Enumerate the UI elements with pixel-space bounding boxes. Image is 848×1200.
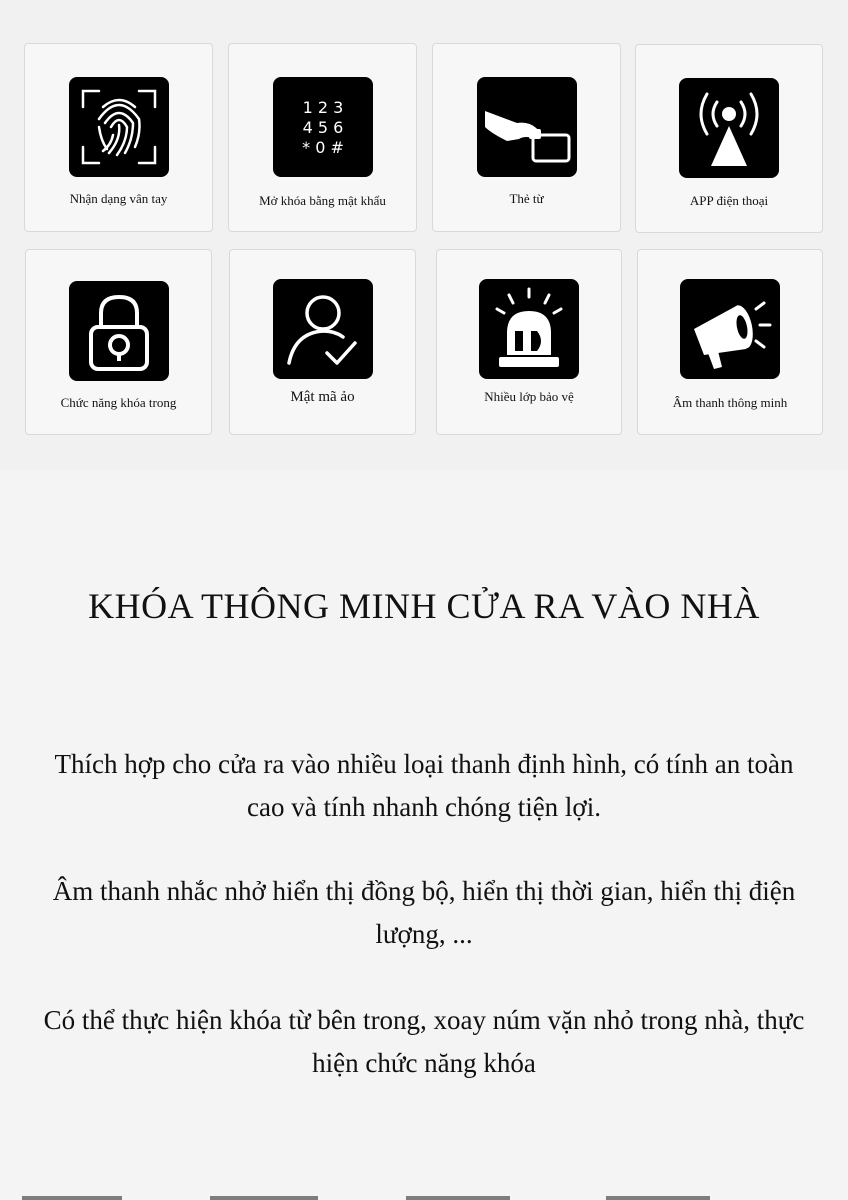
feature-card-virtual-password	[229, 249, 416, 435]
feature-card-phone-app	[635, 44, 823, 233]
next-section-edge	[0, 1194, 848, 1200]
feature-card-magnetic-card	[432, 43, 621, 232]
feature-label: Nhận dạng vân tay	[69, 191, 168, 206]
description-paragraph: Âm thanh nhắc nhở hiển thị đồng bộ, hiển thị thời gian, hiển thị điện lượng, ...	[52, 876, 796, 949]
features-grid	[0, 0, 848, 470]
alarm-light-icon	[479, 279, 579, 379]
feature-label: APP điện thoại	[689, 193, 769, 208]
feature-label: Nhiều lớp bảo vệ	[484, 389, 574, 404]
feature-card-smart-sound	[637, 249, 823, 435]
feature-card-fingerprint	[24, 43, 213, 232]
user-check-icon	[273, 279, 373, 379]
feature-label: Thẻ từ	[509, 191, 544, 206]
card-icon	[477, 77, 577, 177]
page-title: KHÓA THÔNG MINH CỬA RA VÀO NHÀ	[88, 586, 760, 626]
keypad-row-1: 1 2 3	[302, 98, 343, 117]
feature-card-multi-layer-protection	[436, 249, 622, 435]
keypad-row-3: * 0 #	[301, 138, 344, 157]
feature-label: Chức năng khóa trong	[60, 395, 177, 410]
padlock-icon	[69, 281, 169, 381]
signal-tower-icon	[679, 78, 779, 178]
keypad-row-2: 4 5 6	[302, 118, 343, 137]
description-paragraph: Có thể thực hiện khóa từ bên trong, xoay núm vặn nhỏ trong nhà, thực hiện chức năng khóa	[43, 1005, 805, 1078]
feature-label: Mật mã ảo	[290, 389, 355, 405]
feature-label: Âm thanh thông minh	[672, 395, 788, 410]
feature-label: Mở khóa bằng mật khẩu	[259, 193, 386, 208]
feature-card-keypad	[228, 43, 417, 232]
feature-card-inner-lock	[25, 249, 212, 435]
keypad-icon	[273, 77, 373, 177]
fingerprint-icon	[69, 77, 169, 177]
megaphone-icon	[680, 279, 780, 379]
description-paragraph: Thích hợp cho cửa ra vào nhiều loại thanh định hình, có tính an toàn cao và tính nhanh chóng tiện lợi.	[54, 749, 794, 822]
